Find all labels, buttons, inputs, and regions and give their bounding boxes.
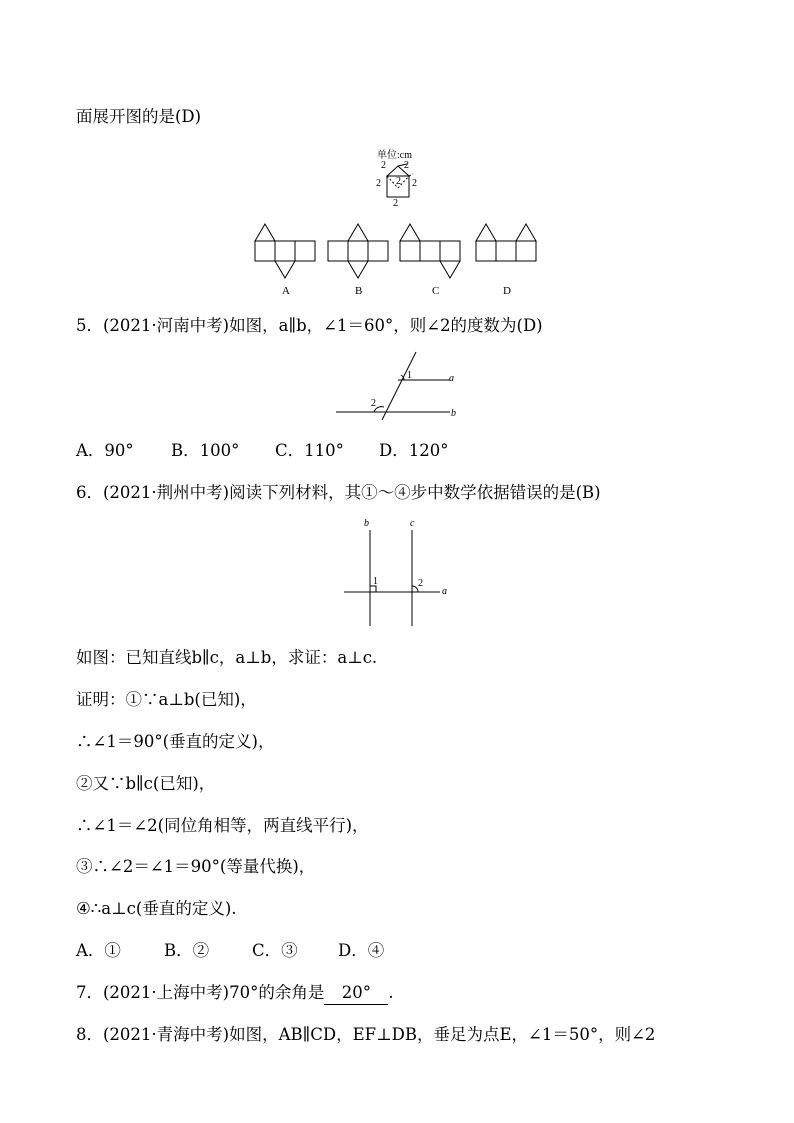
- prism-and-nets: [250, 144, 540, 300]
- dim-label: 2: [396, 176, 401, 187]
- q6-choices: [76, 940, 384, 962]
- q5-figure: [334, 346, 464, 422]
- q7-end: .: [388, 983, 394, 1002]
- line-label-b: b: [364, 518, 369, 529]
- choice-b[interactable]: B．②: [164, 941, 210, 960]
- angle-label-2: 2: [371, 398, 376, 409]
- choice-b[interactable]: B．100°: [171, 441, 240, 460]
- q8-question: 8．(2021·青海中考)如图，AB∥CD，EF⊥DB，垂足为点E，∠1＝50°，则∠2: [76, 1025, 656, 1044]
- dim-label: 2: [381, 160, 386, 171]
- option-label: D: [503, 285, 511, 297]
- choice-c[interactable]: C．③: [252, 941, 298, 960]
- q7-text: 7．(2021·上海中考)70°的余角是: [76, 983, 325, 1002]
- q6-figure: [340, 516, 460, 628]
- option-label: B: [355, 285, 363, 297]
- perpendicular-lines-diagram: [340, 516, 460, 628]
- dim-label: 2: [412, 178, 417, 189]
- angle-label-1: 1: [373, 576, 378, 587]
- unit-label: 单位:cm: [377, 150, 412, 161]
- q6-question: 6．(2021·荆州中考)阅读下列材料，其①～④步中数学依据错误的是(B): [76, 483, 601, 502]
- option-label: A: [282, 285, 290, 297]
- parallel-lines-diagram: [334, 346, 464, 422]
- choice-a[interactable]: A．①: [76, 941, 121, 960]
- q4-answer-line: 面展开图的是(D): [76, 107, 202, 126]
- line-label-b: b: [451, 408, 456, 419]
- q6-step: ④∴a⊥c(垂直的定义).: [76, 899, 237, 918]
- line-label-a: a: [442, 586, 447, 597]
- dim-label: 2: [376, 178, 381, 189]
- q4-figure: [250, 144, 540, 300]
- choice-c[interactable]: C．110°: [275, 441, 344, 460]
- angle-label-1: 1: [407, 370, 412, 381]
- q6-step: ∴∠1＝90°(垂直的定义)，: [76, 732, 275, 751]
- choice-d[interactable]: D．120°: [379, 441, 449, 460]
- q7-answer-blank: 20°: [324, 982, 388, 1005]
- dim-label: 2: [393, 198, 398, 209]
- q5-question: 5．(2021·河南中考)如图，a∥b，∠1＝60°，则∠2的度数为(D): [76, 316, 543, 335]
- dim-label: 2: [404, 160, 409, 171]
- q6-given: 如图：已知直线b∥c，a⊥b，求证：a⊥c.: [76, 648, 378, 667]
- q6-step: ②又∵b∥c(已知)，: [76, 774, 216, 793]
- line-label-a: a: [449, 373, 454, 384]
- q6-step: ∴∠1＝∠2(同位角相等，两直线平行)，: [76, 816, 369, 835]
- q6-step: ③∴∠2＝∠1＝90°(等量代换)，: [76, 857, 316, 876]
- q5-choices: [76, 440, 448, 462]
- angle-label-2: 2: [418, 578, 423, 589]
- choice-d[interactable]: D．④: [338, 941, 385, 960]
- line-label-c: c: [410, 518, 415, 529]
- q7-question: [76, 982, 394, 1005]
- choice-a[interactable]: A．90°: [76, 441, 134, 460]
- q6-step: 证明：①∵a⊥b(已知)，: [76, 690, 257, 709]
- option-label: C: [432, 285, 440, 297]
